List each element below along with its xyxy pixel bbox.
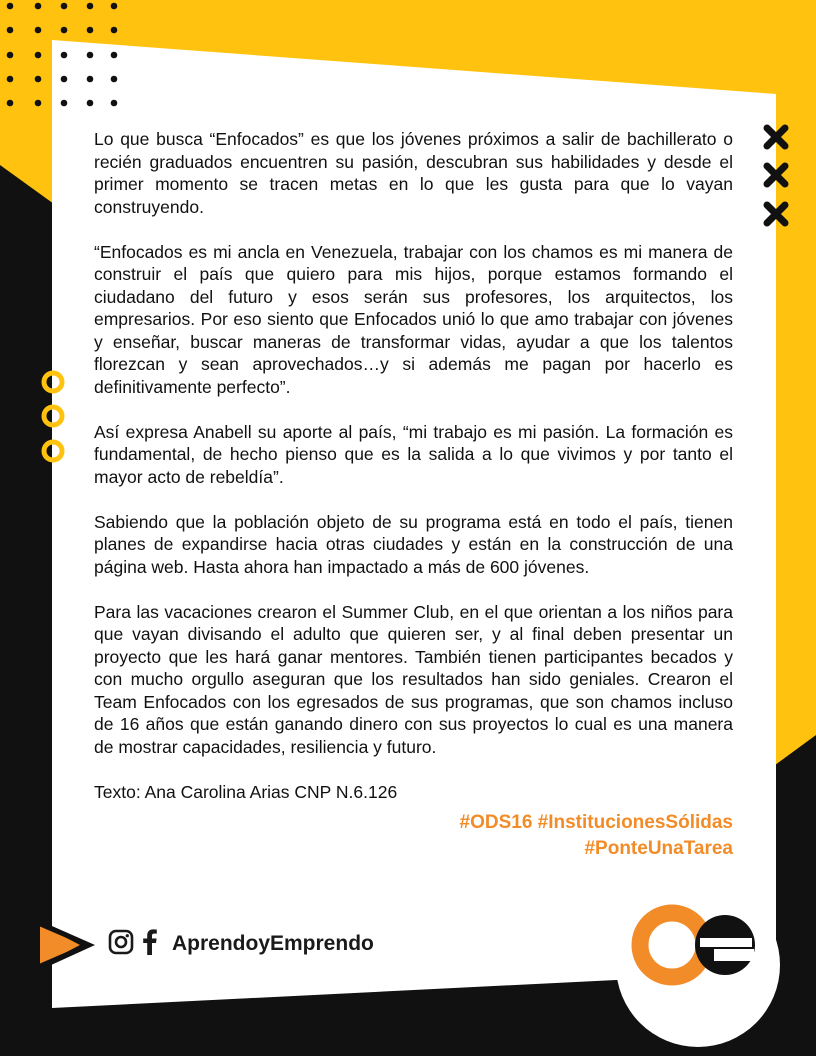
paragraph-2: “Enfocados es mi ancla en Venezuela, trabajar con los chamos es mi manera de construir el país que quiero para mis hijos, porque estamos formando el ciudadano del futuro y esos serán sus profesores, los arquitectos, los empresarios. Por eso siento que Enfocados unió lo que amo trabajar con jóvenes y enseñar, buscar maneras de transformar vidas, ayudar a que los talentos florezcan y sean aprovechados…y si además me pagan por hacerlo es definitivamente perfecto”. <box>94 241 733 397</box>
paragraph-3: Así expresa Anabell su aporte al país, “mi trabajo es mi pasión. La formación es fundamental, de hecho pienso que es la salida a lo que vivimos y por tanto el mayor acto de rebeldía”. <box>94 421 733 487</box>
author-credit: Texto: Ana Carolina Arias CNP N.6.126 <box>94 781 398 802</box>
paragraph-4: Sabiendo que la población objeto de su programa está en todo el país, tienen planes de expandirse hacia otras ciudades y están en la construcción de una página web. Hasta ahora han impactado a más de 600 jóvenes. <box>94 511 733 577</box>
hashtags <box>460 810 733 862</box>
hashtag-line-2[interactable]: #PonteUnaTarea <box>584 838 733 859</box>
hashtag-line-1[interactable]: #ODS16 #InstitucionesSólidas <box>459 812 733 833</box>
social-handle-bar <box>108 928 374 960</box>
article-body <box>94 128 733 815</box>
instagram-icon[interactable] <box>108 929 134 960</box>
social-handle[interactable]: AprendoyEmprendo <box>172 932 374 955</box>
facebook-icon[interactable] <box>142 929 158 960</box>
paragraph-5: Para las vacaciones crearon el Summer Club, en el que orientan a los niños para que vayan divisando el adulto que quieren ser, y al final deben presentar un proyecto que les hará ganar mentores. También tienen participantes becados y con mucho orgullo aseguran que los resultados han sido geniales. Crearon el Team Enfocados con los egresados de sus programas, que son chamos incluso de 16 años que están ganando dinero con sus proyectos lo cual es una manera de mostrar capacidades, resiliencia y futuro. <box>94 601 733 757</box>
paragraph-1: Lo que busca “Enfocados” es que los jóvenes próximos a salir de bachillerato o recién graduados encuentren su pasión, descubran sus habilidades y desde el primer momento se tracen metas en lo que les gusta para que lo vayan construyendo. <box>94 129 733 217</box>
brand-logo-icon <box>616 883 780 1047</box>
